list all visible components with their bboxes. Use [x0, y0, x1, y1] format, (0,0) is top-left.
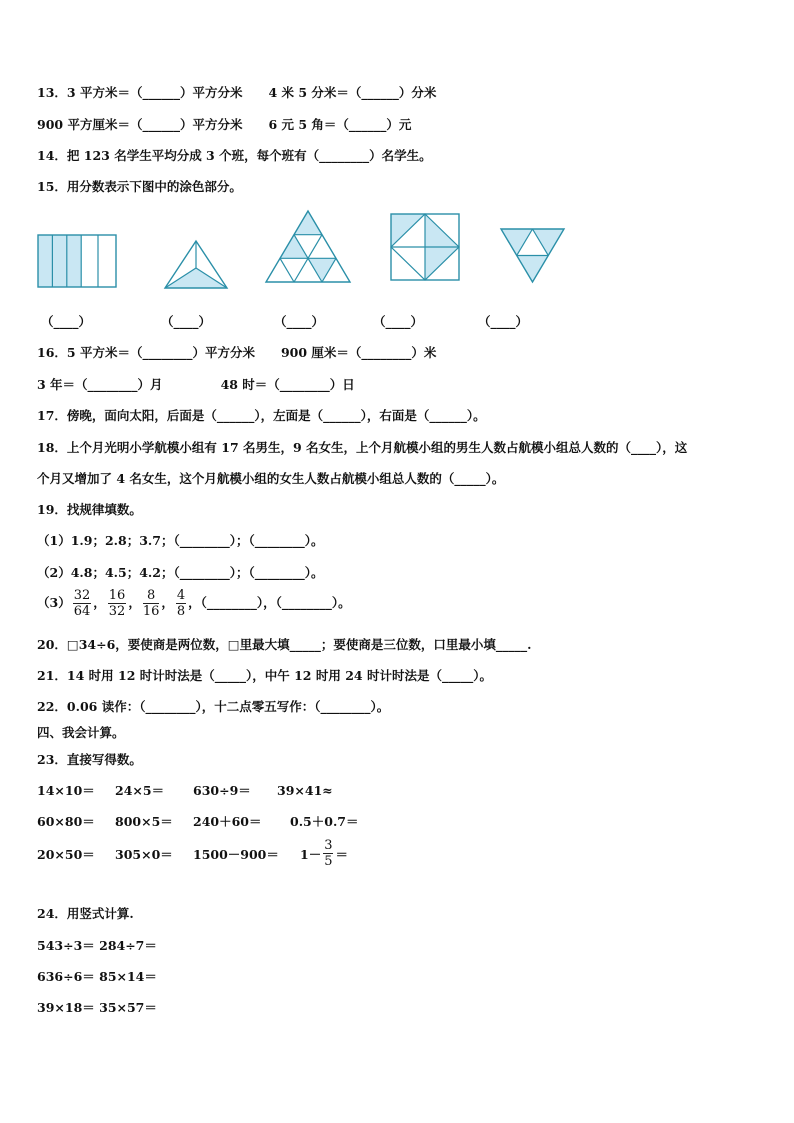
fraction-8-16: $\frac{8}{16}$ [142, 588, 160, 619]
q19-part3-prefix: （3） [37, 595, 71, 610]
q15-title: 15．用分数表示下图中的涂色部分。 [37, 179, 242, 194]
q19-title: 19．找规律填数。 [37, 502, 142, 517]
fraction-16-32: $\frac{16}{32}$ [108, 588, 126, 619]
q24-row2: 636÷6＝ 85×14＝ [37, 969, 157, 984]
q15-answer-1: （____） [41, 314, 92, 329]
q23-r1-c4: 39×41≈ [277, 783, 333, 798]
q15-answer-2: （____） [161, 314, 212, 329]
q13-item-b: 4 米 5 分米＝（______）分米 [268, 85, 437, 100]
q22: 22．0.06 读作：（________），十二点零五写作：（________）。 [37, 699, 390, 714]
q17: 17．傍晚，面向太阳，后面是（______），左面是（______），右面是（______）。 [37, 408, 486, 423]
q19-part2: （2）4.8；4.5；4.2；（________）；（________）。 [37, 565, 324, 580]
q23-r1-c1: 14×10＝ [37, 783, 95, 798]
q13-line2 [37, 115, 411, 133]
q23-r2-c1: 60×80＝ [37, 814, 95, 829]
q13-item-a: 13．3 平方米＝（______）平方分米 [37, 85, 243, 100]
q23-r3-c4-suffix: ＝ [335, 846, 348, 862]
q24-title: 24．用竖式计算. [37, 906, 134, 921]
q15-answer-5: （____） [478, 314, 529, 329]
q15-answer-4: （____） [373, 314, 424, 329]
q16-item-d: 48 时＝（________）日 [220, 377, 355, 392]
q16-item-b: 900 厘米＝（________）米 [280, 345, 437, 360]
q24-row1: 543÷3＝ 284÷7＝ [37, 938, 157, 953]
q23-r3-c3: 1500－900＝ [193, 846, 279, 862]
q23-row1 [37, 781, 333, 799]
q23-row2 [37, 812, 359, 830]
q21: 21．14 时用 12 时计时法是（_____），中午 12 时用 24 时计时法是（_____）。 [37, 668, 492, 683]
q13-line1 [37, 83, 436, 101]
q23-title: 23．直接写得数。 [37, 752, 142, 767]
q23-r3-c2: 305×0＝ [115, 846, 173, 862]
q13-item-c: 900 平方厘米＝（______）平方分米 [37, 117, 243, 132]
figure-inverted-triangle [499, 227, 567, 285]
q23-row3 [37, 838, 348, 869]
fraction-3-5: $\frac{3}{5}$ [324, 838, 333, 869]
fraction-4-8: $\frac{4}{8}$ [176, 588, 186, 619]
q15-answer-3: （____） [274, 314, 325, 329]
figure-triangle-centroid [163, 239, 229, 291]
q13-item-d: 6 元 5 角＝（______）元 [268, 117, 412, 132]
q16-line2 [37, 375, 355, 393]
figure-triangle-nine [264, 209, 352, 285]
q19-part3: （3） $\frac{32}{64}$ ， $\frac{16}{32}$ ， $\frac{8}{16}$ ， $\frac{4}{8}$ ，（________），（________）。 [37, 588, 351, 619]
q18-line2: 个月又增加了 4 名女生，这个月航模小组的女生人数占航模小组总人数的（_____）。 [37, 471, 505, 486]
q16-item-c: 3 年＝（________）月 [37, 377, 163, 392]
q23-r1-c2: 24×5＝ [115, 783, 165, 798]
figure-rectangle-strips [37, 234, 119, 288]
q23-r3-c1: 20×50＝ [37, 846, 95, 862]
q23-r2-c4: 0.5＋0.7＝ [290, 814, 359, 829]
q16-item-a: 16．5 平方米＝（________）平方分米 [37, 345, 255, 360]
q23-r2-c3: 240＋60＝ [193, 814, 262, 829]
figure-square-diamond [389, 212, 463, 284]
q23-r1-c3: 630÷9＝ [193, 783, 251, 798]
q18-line1: 18．上个月光明小学航模小组有 17 名男生，9 名女生，上个月航模小组的男生人数占航模小组总人数的（____），这 [37, 440, 688, 455]
q23-r3-c4-prefix: 1－ [300, 846, 322, 862]
fraction-32-64: $\frac{32}{64}$ [73, 588, 91, 619]
q19-part3-suffix: ，（________），（________）。 [188, 595, 351, 610]
q16-line1 [37, 343, 436, 361]
q24-row3: 39×18＝ 35×57＝ [37, 1000, 157, 1015]
q20: 20．□34÷6，要使商是两位数，□里最大填_____；要使商是三位数，口里最小填_____. [37, 637, 532, 652]
section-four-heading: 四、我会计算。 [37, 725, 125, 740]
q23-r2-c2: 800×5＝ [115, 814, 173, 829]
q19-part1: （1）1.9；2.8；3.7；（________）；（________）。 [37, 533, 324, 548]
q14: 14．把 123 名学生平均分成 3 个班，每个班有（________）名学生。 [37, 148, 432, 163]
